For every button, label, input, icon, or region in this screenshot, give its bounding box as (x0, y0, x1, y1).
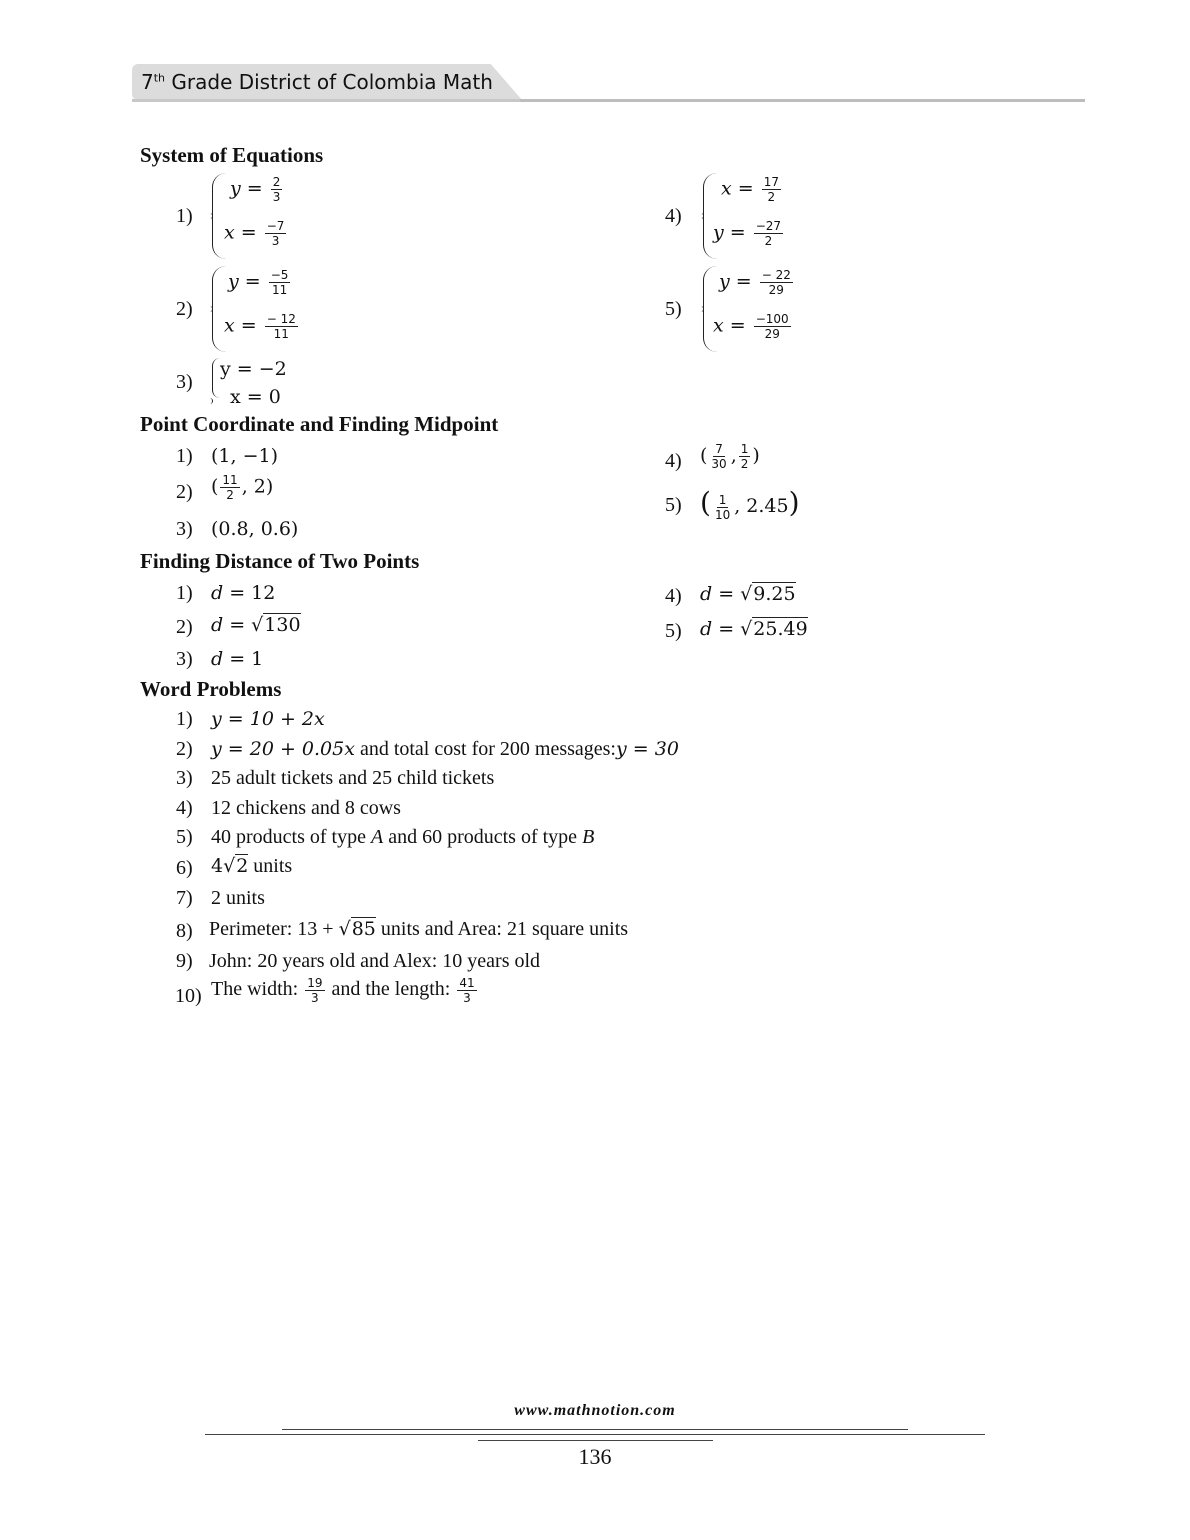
distance-answer: d = √130 (211, 614, 301, 636)
item-number: 2) (176, 298, 193, 320)
equation: y = $\frac{2}{3}$ (230, 175, 281, 204)
item-number: 1) (176, 708, 193, 730)
item-number: 1) (176, 582, 193, 604)
item-number: 5) (665, 298, 682, 320)
midpoint-answer: ( $\frac{7}{30}$ , $\frac{1}{2}$ ) (700, 442, 760, 471)
word-answer: Perimeter: 13 + √85 units and Area: 21 square units (209, 918, 629, 940)
header-divider (132, 99, 522, 102)
item-number: 6) (176, 857, 193, 879)
header-rule (520, 99, 1085, 102)
section-title-distance: Finding Distance of Two Points (140, 549, 420, 573)
equation: y = $\frac{- 22}{29}$ (719, 268, 791, 297)
midpoint-answer: (0.8, 0.6) (211, 518, 299, 540)
distance-answer: d = 12 (211, 582, 276, 604)
footer-url: www.mathnotion.com (514, 1402, 676, 1419)
item-number: 4) (665, 205, 682, 227)
section-title-word-problems: Word Problems (140, 677, 282, 701)
item-number: 3) (176, 648, 193, 670)
item-number: 3) (176, 767, 193, 789)
item-number: 2) (176, 481, 193, 503)
distance-answer: d = 1 (211, 648, 264, 670)
word-answer: 25 adult tickets and 25 child tickets (211, 767, 495, 789)
word-answer: 40 products of type A and 60 products of type B (211, 826, 595, 848)
item-number: 1) (176, 205, 193, 227)
item-number: 2) (176, 616, 193, 638)
equation: x = $\frac{- 12}{11}$ (224, 312, 296, 341)
equation: x = 0 (230, 386, 281, 408)
equation: x = $\frac{17}{2}$ (721, 175, 779, 204)
footer-rule (282, 1429, 908, 1430)
word-answer: 4√2 units (211, 855, 293, 877)
section-title-midpoint: Point Coordinate and Finding Midpoint (140, 412, 499, 436)
item-number: 3) (176, 518, 193, 540)
midpoint-answer: (1, −1) (211, 445, 279, 467)
distance-answer: d = √25.49 (700, 618, 808, 640)
footer-rule (205, 1434, 985, 1435)
equation: x = $\frac{-100}{29}$ (713, 312, 789, 341)
item-number: 2) (176, 738, 193, 760)
section-title-systems: System of Equations (140, 143, 324, 167)
word-answer: y = 10 + 2x (211, 708, 325, 730)
item-number: 4) (176, 797, 193, 819)
item-number: 8) (176, 920, 193, 942)
item-number: 10) (175, 985, 202, 1007)
item-number: 5) (665, 620, 682, 642)
word-answer: y = 20 + 0.05x and total cost for 200 messages:y = 30 (211, 738, 679, 760)
equation: x = $\frac{-7}{3}$ (224, 219, 285, 248)
word-answer: John: 20 years old and Alex: 10 years old (209, 950, 541, 972)
header-title: 7th Grade District of Colombia Math (141, 70, 493, 94)
item-number: 9) (176, 950, 193, 972)
equation: y = $\frac{-5}{11}$ (228, 268, 289, 297)
item-number: 5) (176, 826, 193, 848)
item-number: 7) (176, 887, 193, 909)
equation: y = −2 (220, 358, 287, 380)
equation: y = $\frac{-27}{2}$ (713, 219, 782, 248)
footer-rule (478, 1440, 713, 1441)
midpoint-answer: ( $\frac{11}{2}$ , 2) (211, 473, 274, 502)
distance-answer: d = √9.25 (700, 583, 796, 605)
item-number: 3) (176, 371, 193, 393)
word-answer: 2 units (211, 887, 265, 909)
item-number: 5) (665, 494, 682, 516)
item-number: 4) (665, 450, 682, 472)
item-number: 1) (176, 445, 193, 467)
word-answer: The width: $\frac{19}{3}$ and the length: $\frac{41}{3}$ (211, 976, 475, 1005)
word-answer: 12 chickens and 8 cows (211, 797, 401, 819)
page-number: 136 (578, 1444, 612, 1469)
item-number: 4) (665, 585, 682, 607)
midpoint-answer: ( $\frac{1}{10}$ , 2.45) (700, 486, 800, 522)
